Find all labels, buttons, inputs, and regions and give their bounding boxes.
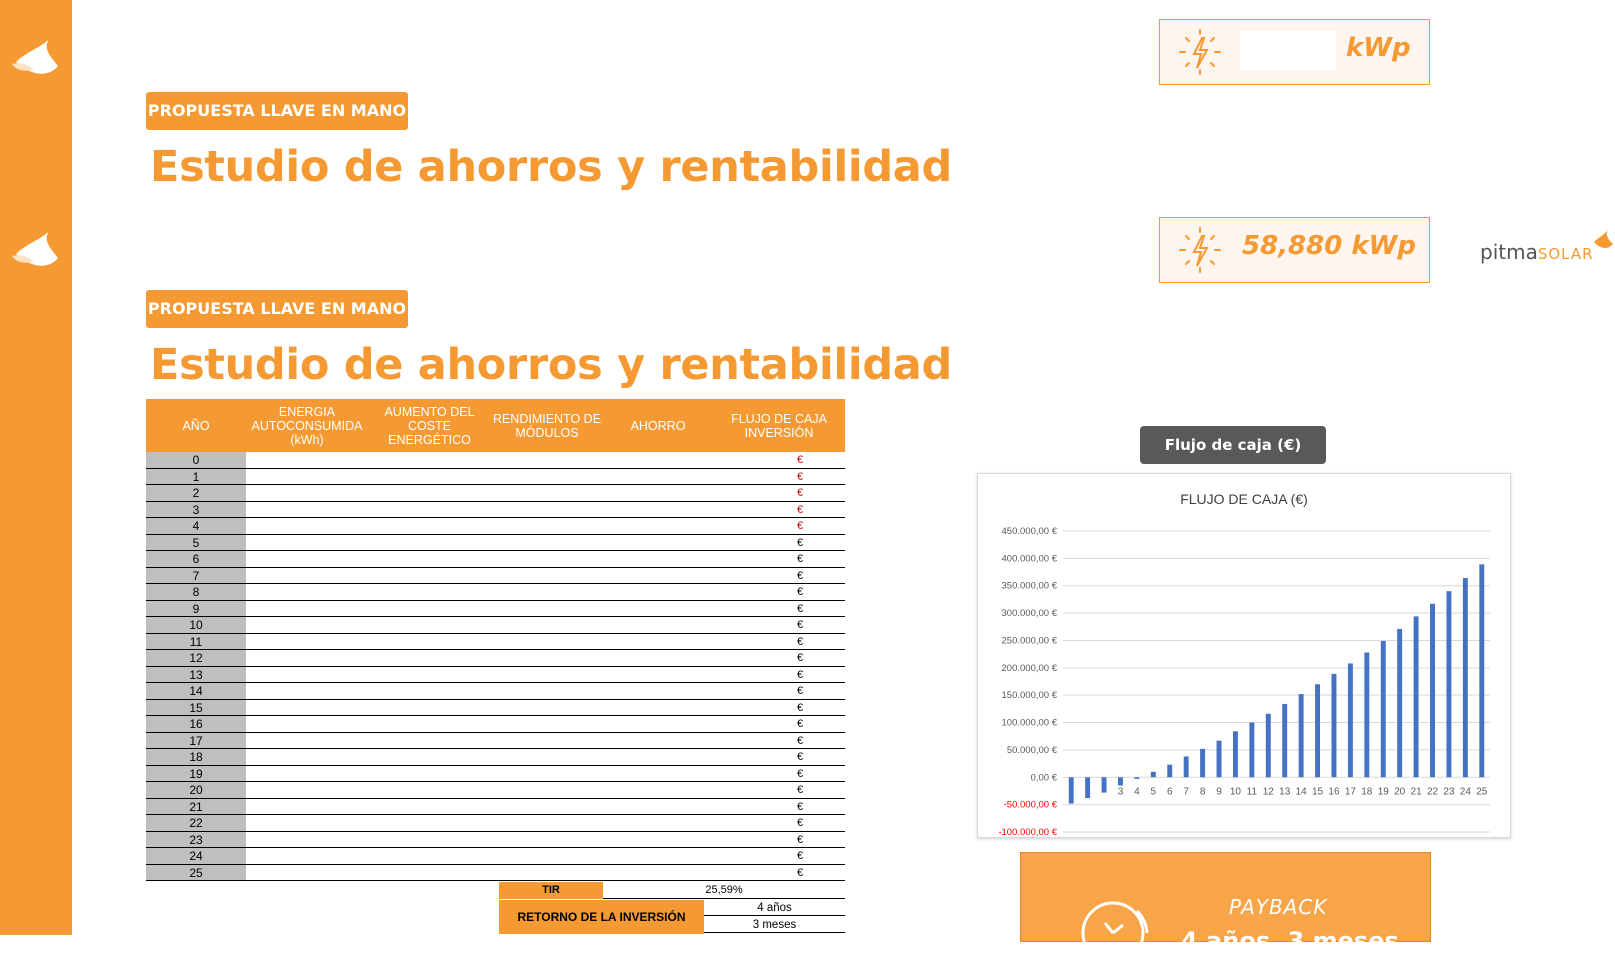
bar	[1102, 777, 1107, 792]
year-cell: 25	[146, 865, 246, 881]
x-tick-label: 6	[1166, 786, 1173, 798]
cashflow-cell: €	[797, 619, 804, 631]
x-tick-label: 4	[1134, 786, 1140, 798]
cashflow-cell: €	[797, 602, 804, 615]
column-header: AUMENTO DEL COSTE ENERGÉTICO	[384, 404, 475, 447]
bar	[1217, 741, 1222, 778]
cashflow-cell: €	[797, 652, 804, 664]
cashflow-cell: €	[797, 487, 804, 499]
x-tick-label: 16	[1328, 786, 1340, 798]
year-cell: 19	[146, 766, 246, 782]
y-tick-label: 300.000,00 €	[1001, 608, 1057, 620]
lightning-icon	[1176, 28, 1224, 76]
y-tick-label: 450.000,00 €	[1001, 526, 1057, 537]
bar	[1233, 731, 1238, 777]
page-title: Estudio de ahorros y rentabilidad	[150, 142, 952, 192]
table-row	[146, 815, 845, 832]
x-tick-label: 17	[1344, 786, 1356, 798]
year-cell: 8	[146, 584, 246, 600]
x-tick-label: 5	[1150, 786, 1157, 798]
column-header: AÑO	[182, 418, 210, 433]
bar	[1299, 694, 1304, 777]
table-row	[146, 782, 845, 799]
cashflow-chart	[977, 473, 1511, 838]
column-header: FLUJO DE CAJA INVERSIÓN	[731, 411, 827, 440]
y-tick-label: 250.000,00 €	[1001, 635, 1057, 647]
savings-table	[146, 399, 845, 881]
y-tick-label: -100.000,00 €	[998, 827, 1057, 837]
cashflow-cell: €	[797, 586, 804, 598]
column-header: RENDIMIENTO DE MÓDULOS	[492, 411, 602, 440]
year-cell: 4	[146, 518, 246, 534]
year-cell: 1	[146, 469, 246, 485]
year-cell: 3	[146, 502, 246, 518]
cashflow-cell: €	[797, 866, 804, 879]
x-tick-label: 13	[1279, 786, 1291, 798]
year-cell: 24	[146, 848, 246, 864]
year-cell: 22	[146, 815, 246, 831]
x-tick-label: 14	[1295, 786, 1307, 798]
brand-flame-icon	[6, 36, 60, 76]
bar	[1151, 772, 1156, 777]
brand-flame-icon	[6, 228, 60, 268]
year-cell: 9	[146, 601, 246, 617]
table-row	[146, 568, 845, 585]
hidden-value-box	[1240, 31, 1336, 71]
x-tick-label: 3	[1117, 786, 1124, 798]
y-tick-label: 150.000,00 €	[1001, 690, 1057, 702]
brand-main: pitma	[1480, 240, 1538, 264]
table-row	[146, 485, 845, 502]
year-cell: 14	[146, 683, 246, 699]
x-tick-label: 7	[1183, 786, 1189, 798]
y-tick-label: 100.000,00 €	[1001, 717, 1057, 729]
bar	[1381, 641, 1386, 777]
cashflow-cell: €	[797, 520, 804, 532]
table-row	[146, 766, 845, 783]
table-row	[146, 518, 845, 535]
table-row	[146, 733, 845, 750]
kwp-unit: kWp	[1346, 33, 1411, 63]
cashflow-cell: €	[797, 685, 804, 697]
cashflow-cell: €	[797, 569, 804, 582]
bar	[1200, 749, 1205, 777]
cashflow-cell: €	[797, 850, 804, 862]
bar	[1167, 765, 1172, 778]
column-header: ENERGIA AUTOCONSUMIDA (kWh)	[251, 404, 363, 447]
bar	[1069, 777, 1074, 803]
power-box	[1159, 19, 1430, 85]
return-months: 3 meses	[704, 917, 845, 933]
table-row	[146, 749, 845, 766]
x-tick-label: 10	[1229, 786, 1242, 798]
bar	[1446, 591, 1451, 777]
x-tick-label: 15	[1311, 786, 1324, 798]
year-cell: 12	[146, 650, 246, 666]
bar	[1364, 652, 1369, 777]
table-row	[146, 716, 845, 733]
tir-label: TIR	[499, 882, 603, 899]
page-title: Estudio de ahorros y rentabilidad	[150, 340, 952, 390]
cashflow-cell: €	[797, 751, 804, 763]
proposal-badge: PROPUESTA LLAVE EN MANO	[146, 92, 408, 130]
kwp-value: 58,880 kWp	[1242, 231, 1416, 261]
year-cell: 6	[146, 551, 246, 567]
stopwatch-icon	[1075, 895, 1155, 965]
orange-sidebar	[0, 0, 72, 935]
brand-flame-icon	[1590, 228, 1614, 250]
cashflow-cell: €	[797, 454, 804, 466]
bar	[1463, 578, 1468, 777]
return-label: RETORNO DE LA INVERSIÓN	[499, 900, 704, 934]
x-tick-label: 20	[1394, 786, 1406, 798]
table-row	[146, 667, 845, 684]
x-tick-label: 12	[1262, 786, 1274, 798]
year-cell: 5	[146, 535, 246, 551]
cashflow-cell: €	[797, 668, 804, 681]
cashflow-cell: €	[797, 503, 804, 516]
tir-value: 25,59%	[603, 882, 845, 899]
x-tick-label: 25	[1476, 786, 1488, 798]
x-tick-label: 21	[1410, 786, 1422, 798]
table-row	[146, 799, 845, 816]
cashflow-cell: €	[797, 470, 804, 483]
year-cell: 13	[146, 667, 246, 683]
year-cell: 10	[146, 617, 246, 633]
cashflow-cell: €	[797, 800, 804, 813]
column-header: AHORRO	[630, 418, 686, 433]
cashflow-cell: €	[797, 718, 804, 730]
cashflow-cell: €	[797, 553, 804, 565]
bar	[1479, 564, 1484, 777]
table-row	[146, 469, 845, 486]
bar	[1414, 616, 1419, 777]
table-row	[146, 452, 845, 469]
bar	[1282, 704, 1287, 777]
table-row	[146, 601, 845, 618]
payback-label: PAYBACK	[1229, 895, 1328, 919]
table-row	[146, 683, 845, 700]
payback-box	[1020, 852, 1431, 955]
year-cell: 18	[146, 749, 246, 765]
table-row	[146, 502, 845, 519]
table-row	[146, 865, 845, 882]
table-row	[146, 617, 845, 634]
bar	[1249, 723, 1254, 778]
y-tick-label: 0,00 €	[1030, 772, 1057, 784]
table-row	[146, 650, 845, 667]
cashflow-cell: €	[797, 767, 804, 780]
payback-value: 4 años, 3 meses	[1181, 927, 1399, 955]
y-tick-label: 400.000,00 €	[1001, 553, 1057, 565]
year-cell: 0	[146, 452, 246, 468]
table-row	[146, 848, 845, 865]
y-tick-label: -50.000,00 €	[1003, 799, 1057, 811]
year-cell: 23	[146, 832, 246, 848]
cashflow-cell: €	[797, 734, 804, 747]
return-years: 4 años	[704, 900, 845, 916]
y-tick-label: 200.000,00 €	[1001, 662, 1057, 674]
bar	[1397, 629, 1402, 777]
y-tick-label: 50.000,00 €	[1006, 744, 1057, 756]
year-cell: 7	[146, 568, 246, 584]
power-box	[1159, 217, 1430, 283]
bar	[1315, 684, 1320, 777]
x-tick-label: 23	[1443, 786, 1455, 798]
chart-title: FLUJO DE CAJA (€)	[1180, 491, 1308, 507]
x-tick-label: 18	[1361, 786, 1373, 798]
pitma-solar-logo	[1480, 228, 1615, 268]
bar	[1348, 663, 1353, 777]
bar	[1118, 777, 1123, 785]
proposal-badge: PROPUESTA LLAVE EN MANO	[146, 290, 408, 328]
table-row	[146, 584, 845, 601]
year-cell: 17	[146, 733, 246, 749]
cashflow-cell: €	[797, 536, 804, 549]
year-cell: 2	[146, 485, 246, 501]
cashflow-chart-button[interactable]: Flujo de caja (€)	[1140, 426, 1326, 464]
y-tick-label: 350.000,00 €	[1001, 580, 1057, 592]
x-tick-label: 9	[1216, 786, 1222, 798]
table-row	[146, 535, 845, 552]
bar	[1332, 674, 1337, 777]
x-tick-label: 22	[1426, 786, 1439, 798]
brand-sub: SOLAR	[1537, 245, 1594, 263]
bar	[1184, 756, 1189, 777]
bar	[1134, 777, 1139, 779]
x-tick-label: 24	[1459, 786, 1471, 798]
x-tick-label: 8	[1199, 786, 1206, 798]
year-cell: 15	[146, 700, 246, 716]
cashflow-cell: €	[797, 635, 804, 648]
year-cell: 21	[146, 799, 246, 815]
cashflow-chart-svg	[978, 474, 1510, 837]
bar	[1430, 604, 1435, 777]
lightning-icon	[1176, 226, 1224, 274]
table-row	[146, 634, 845, 651]
table-row	[146, 832, 845, 849]
table-header	[146, 399, 845, 452]
cashflow-cell: €	[797, 701, 804, 714]
cashflow-cell: €	[797, 784, 804, 796]
x-tick-label: 19	[1377, 786, 1389, 798]
table-row	[146, 700, 845, 717]
table-row	[146, 551, 845, 568]
x-tick-label: 11	[1246, 786, 1258, 798]
year-cell: 20	[146, 782, 246, 798]
year-cell: 16	[146, 716, 246, 732]
bar	[1085, 777, 1090, 798]
year-cell: 11	[146, 634, 246, 650]
bar	[1266, 714, 1271, 777]
table-body	[146, 452, 845, 881]
cashflow-cell: €	[797, 817, 804, 829]
cashflow-cell: €	[797, 833, 804, 846]
